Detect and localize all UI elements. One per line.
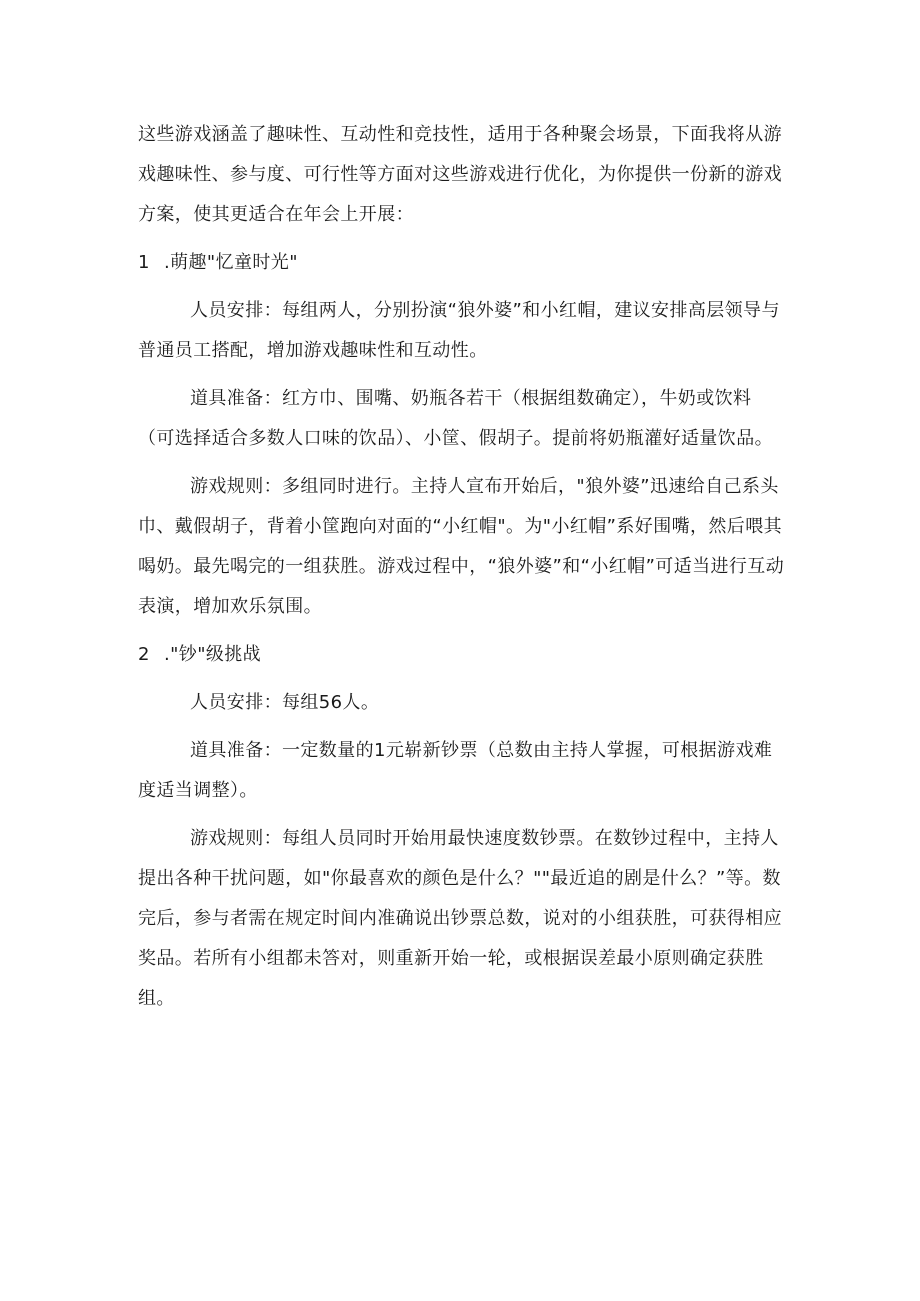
section-1-staffing: 人员安排：每组两人，分别扮演“狼外婆”和小红帽，建议安排高层领导与普通员工搭配，增加游戏趣味性和互动性。 <box>138 300 780 361</box>
section-2-staffing: 人员安排：每组56人。 <box>190 692 380 713</box>
section-2-rules: 游戏规则：每组人员同时开始用最快速度数钞票。在数钞过程中，主持人提出各种干扰问题，如"你最喜欢的颜色是什么？""最近追的剧是什么？”等。数完后，参与者需在规定时间内准确说出钞票总数，说对的小组获胜，可获得相应奖品。若所有小组都未答对，则重新开始一轮，或根据误差最小原则确定获胜组。 <box>138 828 782 1009</box>
section-2-title: ."钞"级挑战 <box>164 644 262 665</box>
section-2-heading <box>138 635 788 675</box>
section-2-number: 2 <box>138 644 150 665</box>
section-2-props: 道具准备：一定数量的1元崭新钞票（总数由主持人掌握，可根据游戏难度适当调整）。 <box>138 740 773 801</box>
intro-paragraph: 这些游戏涵盖了趣味性、互动性和竞技性，适用于各种聚会场景，下面我将从游戏趣味性、参与度、可行性等方面对这些游戏进行优化，为你提供一份新的游戏方案，使其更适合在年会上开展： <box>138 124 782 225</box>
document-body <box>138 115 788 1027</box>
section-1-props: 道具准备：红方巾、围嘴、奶瓶各若干（根据组数确定），牛奶或饮料（可选择适合多数人口味的饮品）、小筐、假胡子。提前将奶瓶灌好适量饮品。 <box>138 388 773 449</box>
section-1-heading <box>138 243 788 283</box>
section-1-title: .萌趣"忆童时光" <box>164 252 298 273</box>
section-1-rules: 游戏规则：多组同时进行。主持人宣布开始后，"狼外婆”迅速给自己系头巾、戴假胡子，背着小筐跑向对面的“小红帽"。为"小红帽”系好围嘴，然后喂其喝奶。最先喝完的一组获胜。游戏过程中，“狼外婆”和“小红帽”可适当进行互动表演，增加欢乐氛围。 <box>138 476 785 617</box>
section-1-number: 1 <box>138 252 150 273</box>
